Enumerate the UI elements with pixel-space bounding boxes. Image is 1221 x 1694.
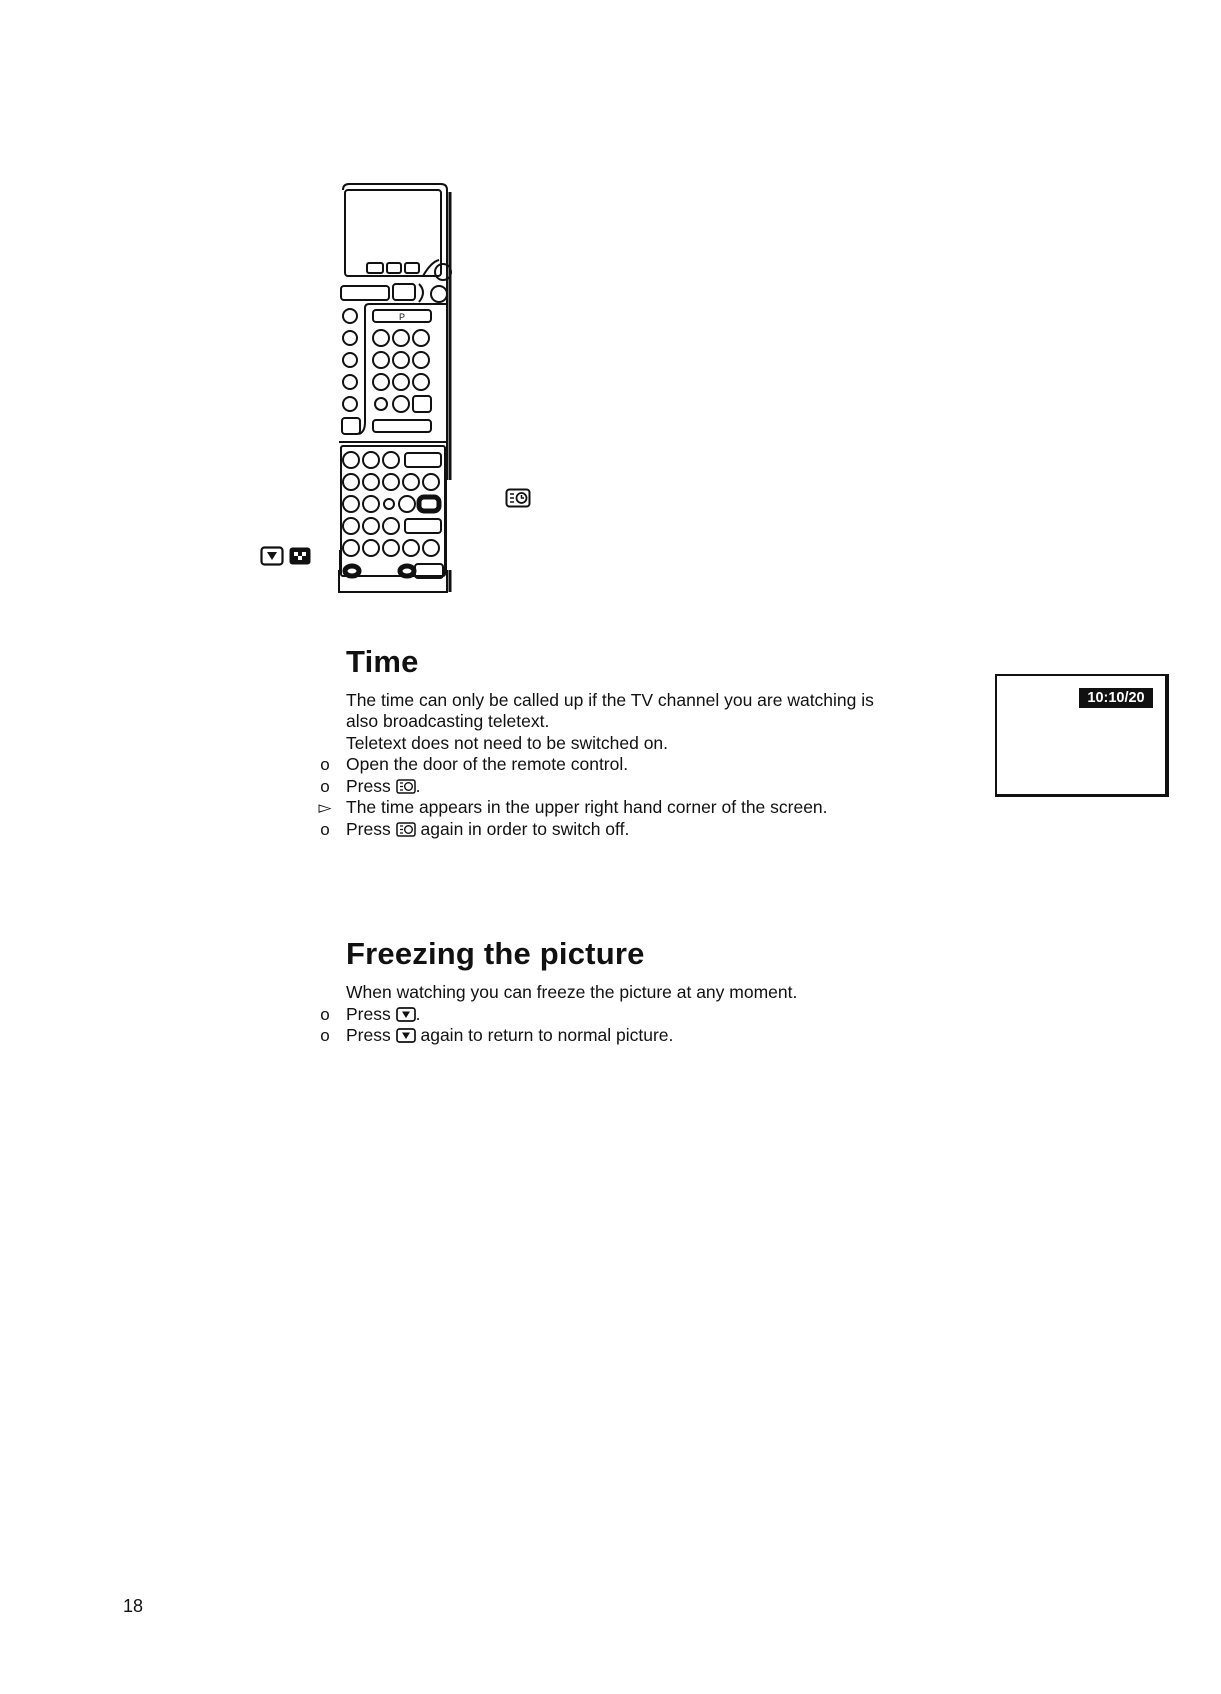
page-number: 18 [123, 1596, 144, 1616]
step-marker: o [320, 1026, 330, 1045]
freeze-step-1 [346, 1004, 420, 1026]
step-text: again to return to normal picture. [420, 1025, 674, 1045]
tv-screen-illustration [995, 674, 1169, 796]
clock-icon [396, 822, 416, 837]
step-text: . [415, 1004, 421, 1024]
time-intro-line-3: Teletext does not need to be switched on. [346, 733, 669, 753]
step-marker: o [320, 820, 330, 839]
step-marker: o [320, 1005, 330, 1024]
step-text: Press [346, 1025, 391, 1045]
step-marker: o [320, 755, 330, 774]
result-marker: ▻ [318, 798, 332, 817]
step-text: . [415, 776, 421, 796]
step-text: Press [346, 776, 391, 796]
svg-text:P: P [398, 312, 406, 322]
clock-icon [505, 488, 531, 508]
freeze-intro: When watching you can freeze the picture at any moment. [346, 982, 798, 1002]
step-text: Press [346, 1004, 391, 1024]
step-marker: o [320, 777, 330, 796]
clock-icon [396, 779, 416, 794]
time-step-2 [346, 776, 420, 798]
freeze-icon [396, 1007, 416, 1022]
freeze-icon [260, 546, 284, 566]
time-step-1: Open the door of the remote control. [346, 754, 629, 774]
freeze-section-title: Freezing the picture [346, 936, 645, 971]
step-text: Press [346, 819, 391, 839]
step-text: again in order to switch off. [420, 819, 630, 839]
freeze-icon [396, 1028, 416, 1043]
screen-time-label: 10:10/20 [1079, 688, 1153, 708]
time-section-title: Time [346, 644, 419, 679]
time-step-3: The time appears in the upper right hand corner of the screen. [346, 797, 828, 817]
remote-control-illustration [335, 180, 475, 600]
time-step-4 [346, 819, 629, 841]
picture-format-icon [288, 546, 312, 566]
time-intro-line-1: The time can only be called up if the TV channel you are watching is [346, 690, 874, 710]
freeze-step-2 [346, 1025, 673, 1047]
time-intro-line-2: also broadcasting teletext. [346, 711, 550, 731]
